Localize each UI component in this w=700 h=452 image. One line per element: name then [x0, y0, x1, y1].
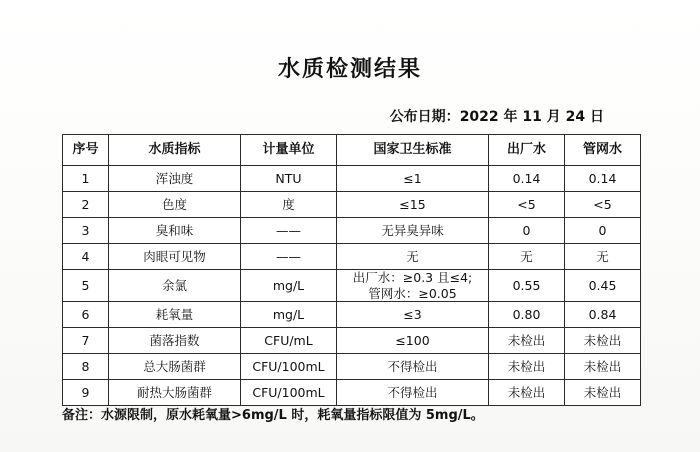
cell-network: 0.84: [565, 302, 641, 328]
column-header-standard: 国家卫生标准: [337, 135, 489, 166]
publish-date-label: 公布日期：: [389, 109, 460, 125]
cell-indicator: 浑浊度: [109, 166, 241, 192]
cell-index: 9: [63, 380, 109, 406]
column-header-indicator: 水质指标: [109, 135, 241, 166]
cell-standard: ≤15: [337, 192, 489, 218]
cell-standard: 不得检出: [337, 380, 489, 406]
cell-indicator: 总大肠菌群: [109, 354, 241, 380]
table-row: [63, 328, 641, 354]
cell-standard: ≤1: [337, 166, 489, 192]
cell-unit: CFU/100mL: [241, 380, 337, 406]
cell-unit: CFU/100mL: [241, 354, 337, 380]
cell-standard: 无异臭异味: [337, 218, 489, 244]
cell-network: <5: [565, 192, 641, 218]
table-row: [63, 270, 641, 302]
cell-indicator: 耐热大肠菌群: [109, 380, 241, 406]
cell-unit: mg/L: [241, 270, 337, 302]
cell-network: 0.14: [565, 166, 641, 192]
cell-standard: ≤3: [337, 302, 489, 328]
cell-indicator: 耗氧量: [109, 302, 241, 328]
cell-index: 4: [63, 244, 109, 270]
cell-network: 未检出: [565, 380, 641, 406]
cell-outlet: 0.80: [489, 302, 565, 328]
cell-index: 6: [63, 302, 109, 328]
cell-network: 无: [565, 244, 641, 270]
publish-date-value: 2022 年 11 月 24 日: [459, 109, 604, 125]
cell-outlet: 0: [489, 218, 565, 244]
cell-index: 1: [63, 166, 109, 192]
cell-standard: 无: [337, 244, 489, 270]
cell-standard-line2: 管网水：≥0.05: [368, 285, 457, 301]
cell-outlet: <5: [489, 192, 565, 218]
table-row: [63, 380, 641, 406]
cell-indicator: 肉眼可见物: [109, 244, 241, 270]
cell-standard: ≤100: [337, 328, 489, 354]
cell-outlet: 未检出: [489, 328, 565, 354]
table-row: [63, 218, 641, 244]
cell-unit: 度: [241, 192, 337, 218]
cell-indicator: 臭和味: [109, 218, 241, 244]
cell-outlet: 0.14: [489, 166, 565, 192]
water-quality-table-wrapper: [62, 134, 640, 406]
cell-indicator: 余氯: [109, 270, 241, 302]
cell-standard: 不得检出: [337, 354, 489, 380]
cell-outlet: 未检出: [489, 354, 565, 380]
cell-index: 2: [63, 192, 109, 218]
cell-network: 0.45: [565, 270, 641, 302]
table-header-row: [63, 135, 641, 166]
table-row: [63, 166, 641, 192]
cell-indicator: 菌落指数: [109, 328, 241, 354]
footnote: 备注：水源限制，原水耗氧量>6mg/L 时，耗氧量指标限值为 5mg/L。: [62, 408, 484, 423]
cell-unit: ——: [241, 244, 337, 270]
publish-date: [390, 106, 604, 126]
cell-indicator: 色度: [109, 192, 241, 218]
cell-network: 未检出: [565, 328, 641, 354]
cell-outlet: 未检出: [489, 380, 565, 406]
cell-unit: mg/L: [241, 302, 337, 328]
cell-standard: [337, 270, 489, 302]
table-row: [63, 354, 641, 380]
cell-unit: NTU: [241, 166, 337, 192]
water-quality-table: [62, 134, 641, 406]
cell-index: 3: [63, 218, 109, 244]
cell-outlet: 0.55: [489, 270, 565, 302]
column-header-unit: 计量单位: [241, 135, 337, 166]
cell-unit: ——: [241, 218, 337, 244]
cell-standard-line1: 出厂水：≥0.3 且≤4;: [352, 270, 473, 285]
cell-network: 未检出: [565, 354, 641, 380]
cell-index: 5: [63, 270, 109, 302]
column-header-outlet: 出厂水: [489, 135, 565, 166]
cell-unit: CFU/mL: [241, 328, 337, 354]
table-row: [63, 192, 641, 218]
column-header-index: 序号: [63, 135, 109, 166]
table-row: [63, 302, 641, 328]
cell-network: 0: [565, 218, 641, 244]
column-header-network: 管网水: [565, 135, 641, 166]
cell-index: 7: [63, 328, 109, 354]
cell-index: 8: [63, 354, 109, 380]
table-row: [63, 244, 641, 270]
cell-outlet: 无: [489, 244, 565, 270]
page-title: 水质检测结果: [277, 57, 422, 82]
